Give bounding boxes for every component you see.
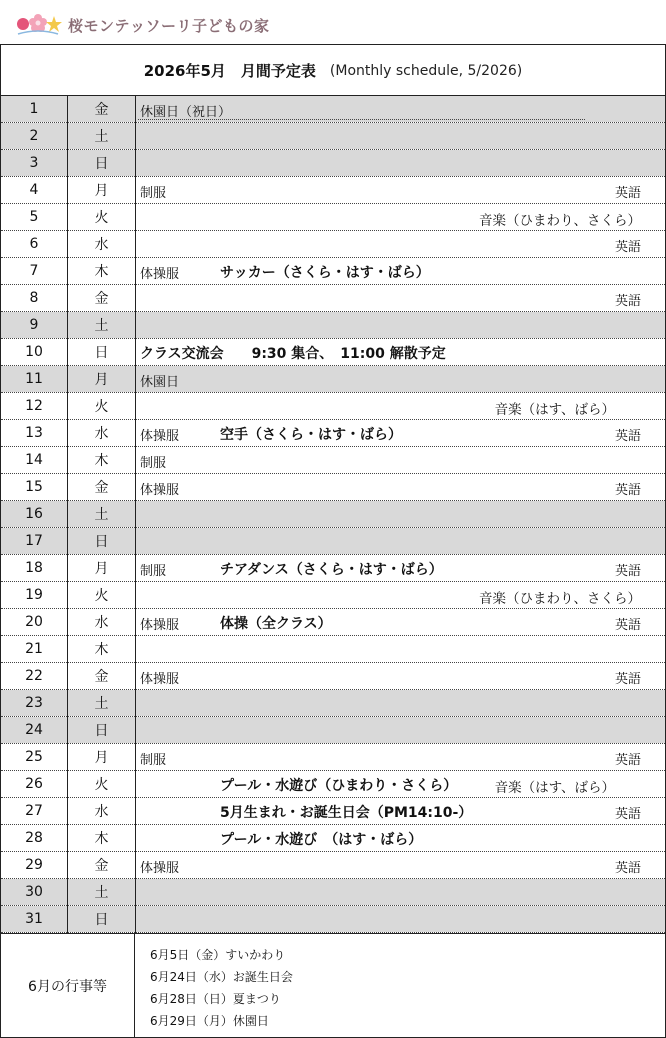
weekday-cell: 土 — [68, 312, 136, 339]
table-row — [1, 582, 666, 609]
date-cell: 26 — [1, 771, 68, 798]
weekday-cell: 火 — [68, 204, 136, 231]
table-row — [1, 177, 666, 204]
music-label: 音楽（ひまわり、さくら） — [479, 213, 641, 229]
date-cell: 29 — [1, 852, 68, 879]
activity-cell — [136, 690, 666, 717]
date-cell: 25 — [1, 744, 68, 771]
table-row — [1, 690, 666, 717]
weekday-cell: 月 — [68, 744, 136, 771]
table-row — [1, 204, 666, 231]
weekday-cell: 金 — [68, 285, 136, 312]
date-cell: 30 — [1, 879, 68, 906]
holiday-underline — [138, 119, 585, 120]
weekday-cell: 木 — [68, 825, 136, 852]
date-cell: 9 — [1, 312, 68, 339]
weekday-cell: 木 — [68, 636, 136, 663]
weekday-cell: 金 — [68, 663, 136, 690]
activity-cell — [136, 906, 666, 933]
uniform-label: 制服 — [140, 753, 167, 768]
table-row — [1, 123, 666, 150]
list-item: 6月29日（月）休園日 — [150, 1014, 269, 1028]
table-row — [1, 906, 666, 933]
holiday-label: 休園日 — [140, 375, 180, 390]
event-label: プール・水遊び （はす・ばら） — [220, 832, 423, 848]
table-row — [1, 339, 666, 366]
list-item: 6月24日（水）お誕生日会 — [150, 970, 293, 984]
uniform-label: 体操服 — [140, 267, 180, 282]
table-row — [1, 474, 666, 501]
date-cell: 21 — [1, 636, 68, 663]
uniform-label: 体操服 — [140, 618, 180, 633]
table-row — [1, 258, 666, 285]
table-row — [1, 150, 666, 177]
english-label: 英語 — [614, 672, 641, 687]
weekday-cell: 金 — [68, 96, 136, 123]
date-cell: 6 — [1, 231, 68, 258]
next-month-list — [150, 944, 293, 1032]
activity-cell — [136, 528, 666, 555]
table-row — [1, 771, 666, 798]
table-row — [1, 231, 666, 258]
weekday-cell: 水 — [68, 609, 136, 636]
logo — [16, 11, 270, 39]
event-label: プール・水遊び（ひまわり・さくら） — [220, 778, 458, 794]
event-label: サッカー（さくら・はす・ばら） — [220, 265, 430, 281]
table-row — [1, 420, 666, 447]
activity-cell — [136, 123, 666, 150]
weekday-cell: 土 — [68, 501, 136, 528]
weekday-cell: 日 — [68, 717, 136, 744]
english-label: 英語 — [614, 294, 641, 309]
weekday-cell: 木 — [68, 447, 136, 474]
uniform-label: 体操服 — [140, 429, 180, 444]
activity-cell — [136, 879, 666, 906]
next-month-label: 6月の行事等 — [1, 934, 135, 1037]
english-label: 英語 — [614, 618, 641, 633]
table-row — [1, 312, 666, 339]
music-label: 音楽（はす、ばら） — [494, 780, 615, 796]
event-label: クラス交流会 9:30 集合、 11:00 解散予定 — [140, 346, 446, 362]
activity-cell — [136, 393, 666, 420]
activity-cell — [136, 420, 666, 447]
weekday-cell: 金 — [68, 852, 136, 879]
table-row — [1, 285, 666, 312]
date-cell: 19 — [1, 582, 68, 609]
title-row — [0, 44, 666, 97]
activity-cell — [136, 447, 666, 474]
table-row — [1, 879, 666, 906]
date-cell: 20 — [1, 609, 68, 636]
english-label: 英語 — [614, 240, 641, 255]
activity-cell — [136, 717, 666, 744]
date-cell: 4 — [1, 177, 68, 204]
list-item: 6月5日（金）すいかわり — [150, 948, 286, 962]
table-row — [1, 825, 666, 852]
activity-cell — [136, 96, 666, 123]
uniform-label: 体操服 — [140, 483, 180, 498]
activity-cell — [136, 150, 666, 177]
activity-cell — [136, 636, 666, 663]
table-row — [1, 447, 666, 474]
activity-cell — [136, 231, 666, 258]
english-label: 英語 — [614, 429, 641, 444]
weekday-cell: 土 — [68, 123, 136, 150]
table-row — [1, 798, 666, 825]
weekday-cell: 火 — [68, 393, 136, 420]
activity-cell — [136, 366, 666, 393]
page-subtitle: (Monthly schedule, 5/2026) — [329, 62, 523, 79]
music-label: 音楽（ひまわり、さくら） — [479, 591, 641, 607]
table-row — [1, 744, 666, 771]
weekday-cell: 日 — [68, 150, 136, 177]
date-cell: 22 — [1, 663, 68, 690]
date-cell: 1 — [1, 96, 68, 123]
weekday-cell: 日 — [68, 906, 136, 933]
weekday-cell: 土 — [68, 690, 136, 717]
date-cell: 17 — [1, 528, 68, 555]
event-label: 5月生まれ・お誕生日会（PM14:10-） — [220, 805, 473, 821]
table-row — [1, 393, 666, 420]
weekday-cell: 月 — [68, 366, 136, 393]
table-row — [1, 852, 666, 879]
table-row — [1, 501, 666, 528]
event-label: 体操（全クラス） — [220, 616, 332, 632]
activity-cell — [136, 339, 666, 366]
english-label: 英語 — [614, 564, 641, 579]
table-row — [1, 555, 666, 582]
weekday-cell: 水 — [68, 798, 136, 825]
table-row — [1, 663, 666, 690]
english-label: 英語 — [614, 861, 641, 876]
activity-cell — [136, 474, 666, 501]
activity-cell — [136, 555, 666, 582]
date-cell: 16 — [1, 501, 68, 528]
english-label: 英語 — [614, 186, 641, 201]
event-label: 空手（さくら・はす・ばら） — [220, 427, 402, 443]
table-row — [1, 528, 666, 555]
date-cell: 8 — [1, 285, 68, 312]
weekday-cell: 水 — [68, 231, 136, 258]
activity-cell — [136, 798, 666, 825]
date-cell: 28 — [1, 825, 68, 852]
date-cell: 2 — [1, 123, 68, 150]
date-cell: 11 — [1, 366, 68, 393]
activity-cell — [136, 744, 666, 771]
activity-cell — [136, 852, 666, 879]
english-label: 英語 — [614, 753, 641, 768]
activity-cell — [136, 312, 666, 339]
weekday-cell: 月 — [68, 177, 136, 204]
uniform-label: 体操服 — [140, 672, 180, 687]
date-cell: 5 — [1, 204, 68, 231]
uniform-label: 体操服 — [140, 861, 180, 876]
table-row — [1, 366, 666, 393]
date-cell: 13 — [1, 420, 68, 447]
table-row — [1, 717, 666, 744]
next-month-events — [0, 933, 666, 1038]
weekday-cell: 日 — [68, 339, 136, 366]
date-cell: 14 — [1, 447, 68, 474]
table-row — [1, 609, 666, 636]
weekday-cell: 火 — [68, 771, 136, 798]
date-cell: 27 — [1, 798, 68, 825]
pink-flower-icon — [16, 12, 62, 38]
date-cell: 12 — [1, 393, 68, 420]
weekday-cell: 月 — [68, 555, 136, 582]
music-label: 音楽（はす、ばら） — [494, 402, 615, 418]
activity-cell — [136, 177, 666, 204]
date-cell: 7 — [1, 258, 68, 285]
activity-cell — [136, 285, 666, 312]
english-label: 英語 — [614, 483, 641, 498]
date-cell: 3 — [1, 150, 68, 177]
schedule-sheet — [0, 44, 666, 1037]
activity-cell — [136, 771, 666, 798]
holiday-label: 休園日（祝日） — [140, 105, 232, 120]
date-cell: 24 — [1, 717, 68, 744]
activity-cell — [136, 663, 666, 690]
activity-cell — [136, 258, 666, 285]
activity-cell — [136, 825, 666, 852]
list-item: 6月28日（日）夏まつり — [150, 992, 281, 1006]
table-row — [1, 96, 666, 123]
table-row — [1, 636, 666, 663]
activity-cell — [136, 501, 666, 528]
weekday-cell: 日 — [68, 528, 136, 555]
schedule-table — [0, 95, 666, 933]
page-title: 2026年5月 月間予定表 — [143, 62, 316, 80]
activity-cell — [136, 582, 666, 609]
date-cell: 10 — [1, 339, 68, 366]
uniform-label: 制服 — [140, 564, 167, 579]
yellow-star-icon — [46, 16, 62, 32]
weekday-cell: 金 — [68, 474, 136, 501]
weekday-cell: 土 — [68, 879, 136, 906]
weekday-cell: 水 — [68, 420, 136, 447]
weekday-cell: 木 — [68, 258, 136, 285]
event-label: チアダンス（さくら・はす・ばら） — [220, 562, 443, 578]
date-cell: 18 — [1, 555, 68, 582]
date-cell: 15 — [1, 474, 68, 501]
date-cell: 31 — [1, 906, 68, 933]
weekday-cell: 火 — [68, 582, 136, 609]
uniform-label: 制服 — [140, 186, 167, 201]
english-label: 英語 — [614, 807, 641, 822]
logo-text: 桜モンテッソーリ子どもの家 — [68, 16, 270, 35]
date-cell: 23 — [1, 690, 68, 717]
activity-cell — [136, 609, 666, 636]
activity-cell — [136, 204, 666, 231]
uniform-label: 制服 — [140, 456, 167, 471]
